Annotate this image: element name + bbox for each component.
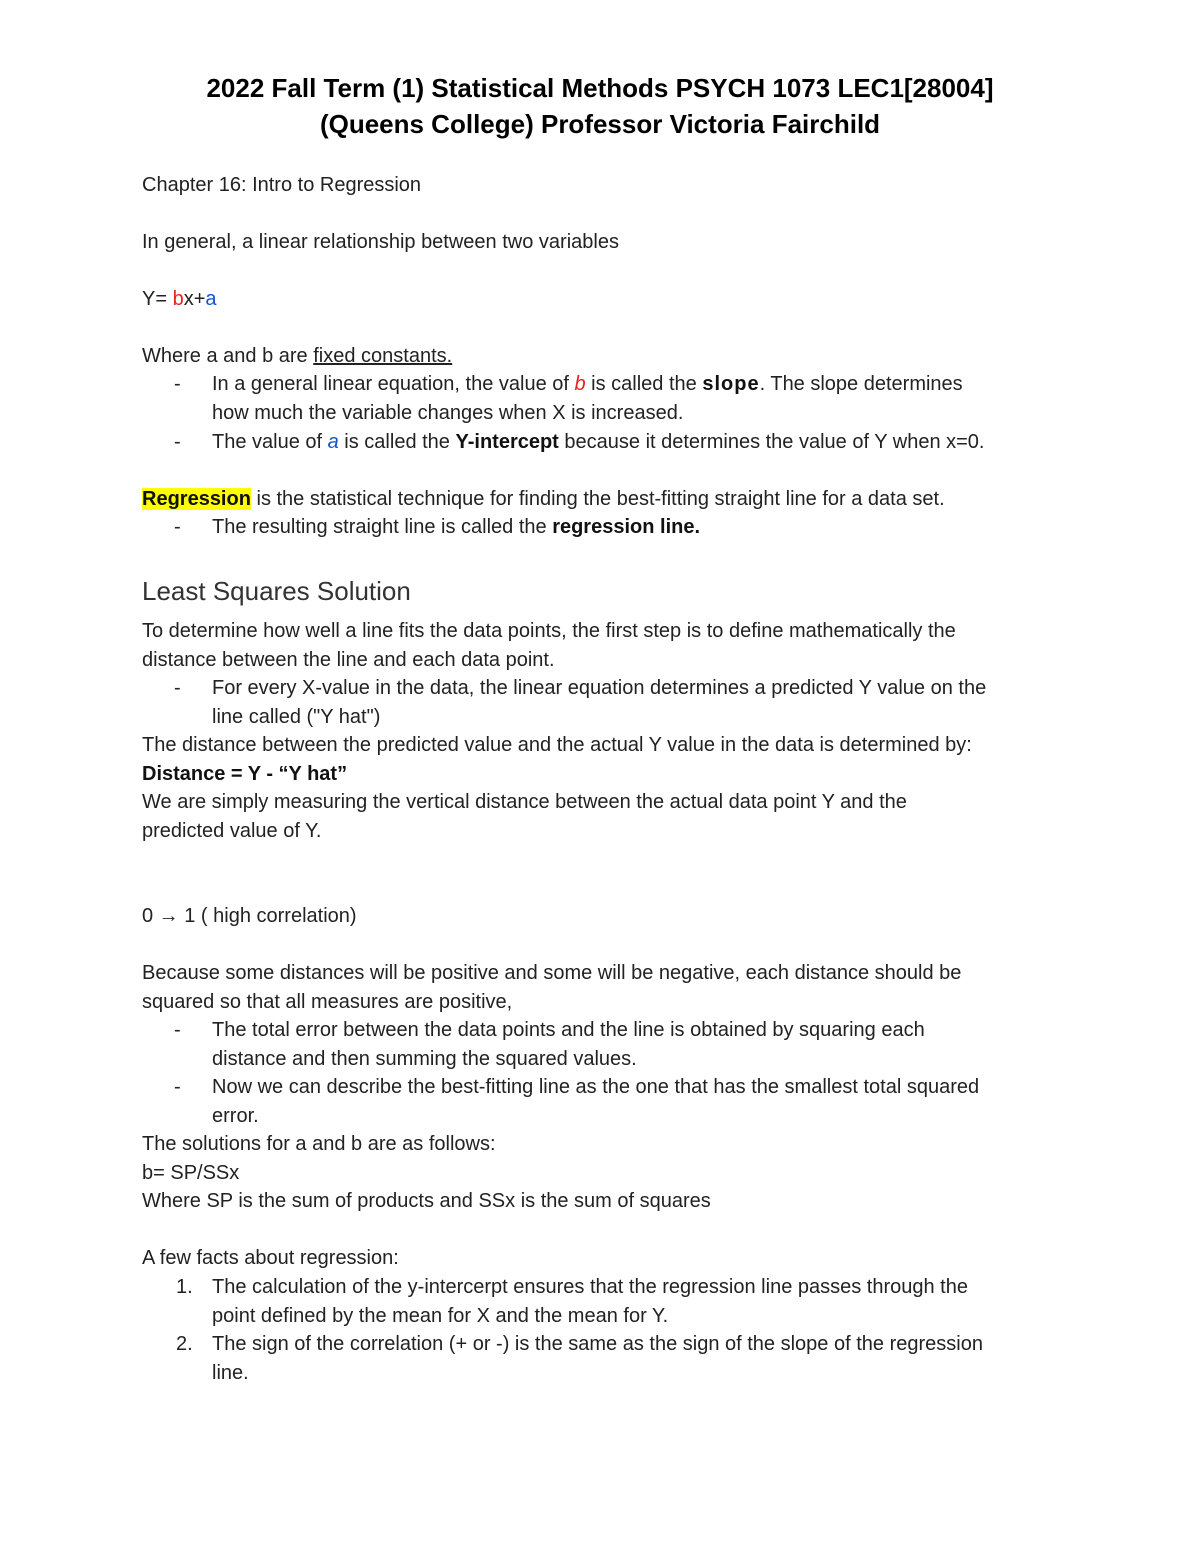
y-hat-bullet-line1: For every X-value in the data, the linear equation determines a predicted Y value on the xyxy=(212,677,987,699)
fixed-constants: fixed constants. xyxy=(313,345,453,367)
regression-definition-rest: is the statistical technique for finding the best-fitting straight line for a data set. xyxy=(250,488,945,510)
slope-formula: b= SP/SSx xyxy=(142,1162,240,1184)
least-squares-p3-line2: predicted value of Y. xyxy=(142,820,322,842)
regression-line-bullet xyxy=(212,513,700,541)
y-hat-bullet-line2: line called ("Y hat") xyxy=(212,706,381,728)
intercept-var: a xyxy=(327,431,339,453)
because-line2: squared so that all measures are positive, xyxy=(142,991,513,1013)
bullet-dash: - xyxy=(174,373,181,395)
y-intercept-term: Y-intercept xyxy=(455,431,559,453)
best-fit-bullet-line1: Now we can describe the best-fitting line as the one that has the smallest total squared xyxy=(212,1076,980,1098)
slope-var: b xyxy=(574,373,586,395)
because-line1: Because some distances will be positive and some will be negative, each distance should be xyxy=(142,962,962,984)
document-title-line1: 2022 Fall Term (1) Statistical Methods PSYCH 1073 LEC1[28004] xyxy=(206,73,994,103)
fact-number: 1. xyxy=(176,1276,193,1298)
intercept-bullet-pre: The value of xyxy=(212,431,328,453)
intercept-bullet-mid: is called the xyxy=(338,431,456,453)
slope-bullet-mid: is called the xyxy=(585,373,703,395)
bullet-dash: - xyxy=(174,516,181,538)
best-fit-bullet-line2: error. xyxy=(212,1105,259,1127)
slope-term: slope xyxy=(702,373,760,395)
slope-bullet xyxy=(212,370,963,398)
where-prefix: Where a and b are xyxy=(142,345,314,367)
solutions-line3: Where SP is the sum of products and SSx is the sum of squares xyxy=(142,1190,711,1212)
intro-text: In general, a linear relationship between two variables xyxy=(142,231,619,253)
total-error-bullet-line1: The total error between the data points and the line is obtained by squaring each xyxy=(212,1019,925,1041)
bullet-dash: - xyxy=(174,431,181,453)
document-title-line2: (Queens College) Professor Victoria Fairchild xyxy=(319,109,881,139)
bullet-dash: - xyxy=(174,1076,181,1098)
bullet-dash: - xyxy=(174,1019,181,1041)
equation-a: a xyxy=(205,288,217,310)
facts-intro: A few facts about regression: xyxy=(142,1247,399,1269)
bullet-dash: - xyxy=(174,677,181,699)
regression-highlight: Regression xyxy=(142,488,251,510)
least-squares-p2: The distance between the predicted value and the actual Y value in the data is determined by: xyxy=(142,734,972,756)
slope-bullet-post: . The slope determines xyxy=(759,373,963,395)
fact-1-line1: The calculation of the y-intercerpt ensures that the regression line passes through the xyxy=(212,1276,968,1298)
distance-formula: Distance = Y - “Y hat” xyxy=(142,763,348,785)
slope-bullet-cont: how much the variable changes when X is increased. xyxy=(212,402,684,424)
fact-1-line2: point defined by the mean for X and the mean for Y. xyxy=(212,1305,669,1327)
equation-prefix: Y= xyxy=(142,288,173,310)
regression-line-term: regression line. xyxy=(552,516,701,538)
fact-number: 2. xyxy=(176,1333,193,1355)
least-squares-heading: Least Squares Solution xyxy=(142,576,411,606)
equation xyxy=(142,285,217,313)
solutions-line1: The solutions for a and b are as follows: xyxy=(142,1133,496,1155)
regression-definition xyxy=(142,485,945,513)
where-text xyxy=(142,342,452,370)
least-squares-p1-line2: distance between the line and each data point. xyxy=(142,649,555,671)
fact-2-line1: The sign of the correlation (+ or -) is the same as the sign of the slope of the regression xyxy=(212,1333,983,1355)
slope-bullet-pre: In a general linear equation, the value of xyxy=(212,373,575,395)
regression-line-pre: The resulting straight line is called the xyxy=(212,516,553,538)
intercept-bullet xyxy=(212,428,985,456)
total-error-bullet-line2: distance and then summing the squared values. xyxy=(212,1048,637,1070)
least-squares-p3-line1: We are simply measuring the vertical distance between the actual data point Y and the xyxy=(142,791,907,813)
equation-b: b xyxy=(172,288,184,310)
fact-2-line2: line. xyxy=(212,1362,249,1384)
least-squares-p1-line1: To determine how well a line fits the data points, the first step is to define mathematically the xyxy=(142,620,956,642)
intercept-bullet-post: because it determines the value of Y when x=0. xyxy=(558,431,985,453)
equation-x: x+ xyxy=(183,288,206,310)
correlation-note: 0 → 1 ( high correlation) xyxy=(142,905,357,927)
chapter-heading: Chapter 16: Intro to Regression xyxy=(142,174,422,196)
